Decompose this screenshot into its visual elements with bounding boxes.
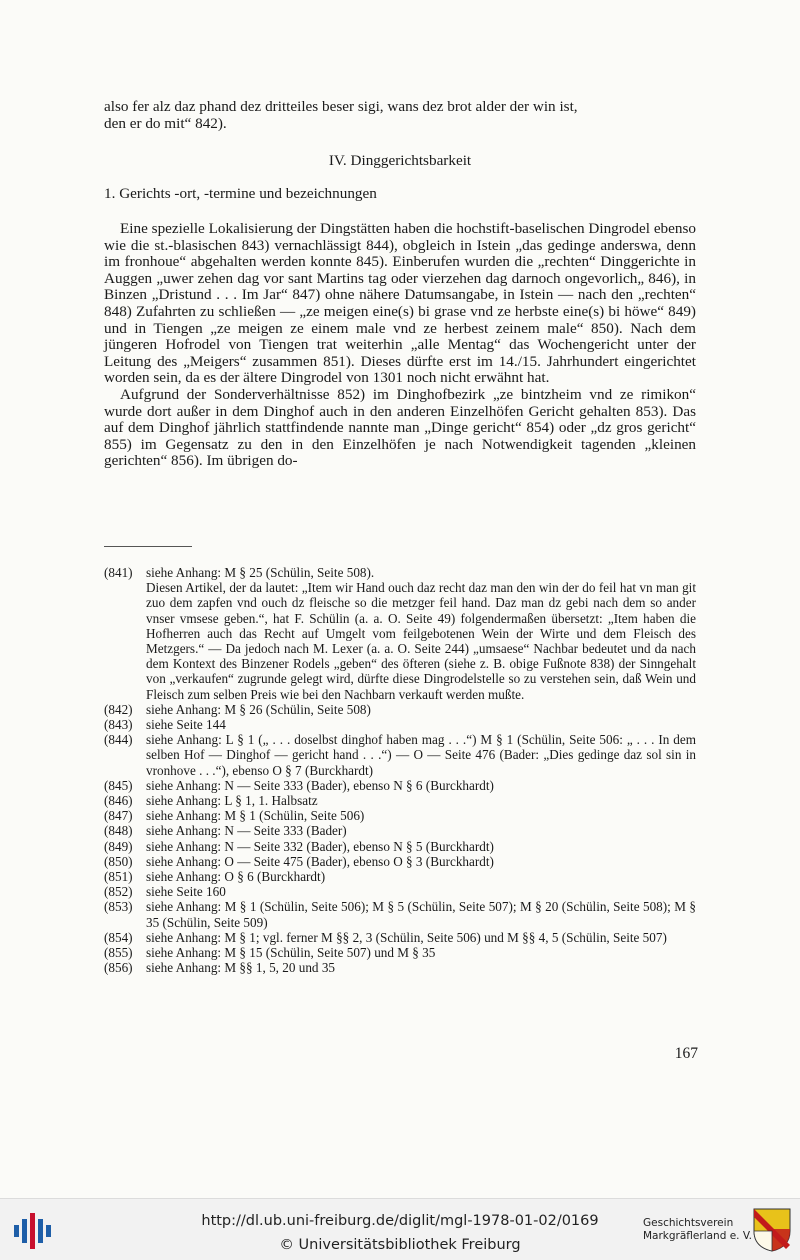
- coat-of-arms-icon: [752, 1207, 792, 1253]
- footnote-number: (853): [104, 899, 133, 915]
- footnote-text: siehe Anhang: M § 1 (Schülin, Seite 506); M § 5 (Schülin, Seite 507); M § 20 (Schülin, Seite 508); M § 35 (Schülin, Seite 509): [146, 899, 696, 930]
- footnote-number: (847): [104, 808, 133, 824]
- footnote: [104, 930, 696, 945]
- footnote-text: siehe Anhang: M § 1; vgl. ferner M §§ 2, 3 (Schülin, Seite 506) und M §§ 4, 5 (Schülin, Seite 507): [146, 929, 667, 945]
- opening-text: [104, 99, 696, 132]
- footnote: [104, 854, 696, 869]
- footnote: [104, 580, 696, 702]
- footnote-text: siehe Anhang: M § 15 (Schülin, Seite 507) und M § 35: [146, 945, 436, 961]
- society-line-2: Markgräflerland e. V.: [643, 1230, 753, 1242]
- footnote-text: siehe Anhang: N — Seite 333 (Bader): [146, 823, 347, 839]
- footnotes: [104, 565, 696, 975]
- footnote-number: (842): [104, 701, 133, 717]
- footnote-text: siehe Anhang: M § 1 (Schülin, Seite 506): [146, 808, 365, 824]
- viewer-footer: [0, 1198, 800, 1260]
- footnote: [104, 793, 696, 808]
- footnote-text: siehe Anhang: O — Seite 475 (Bader), ebenso O § 3 (Burckhardt): [146, 853, 494, 869]
- footnote-text: siehe Anhang: M §§ 1, 5, 20 und 35: [146, 960, 336, 976]
- library-logo-icon[interactable]: [12, 1211, 52, 1251]
- footnote: [104, 808, 696, 823]
- footnote-text: siehe Seite 160: [146, 884, 226, 900]
- footnote-number: (849): [104, 838, 133, 854]
- footnote: [104, 839, 696, 854]
- society-line-1: Geschichtsverein: [643, 1217, 734, 1229]
- footnote-number: (843): [104, 717, 133, 733]
- footnote-text: siehe Anhang: L § 1, 1. Halbsatz: [146, 793, 318, 809]
- paragraph-1: Eine spezielle Lokalisierung der Dingstätten haben die hochstift-baselischen Dingrodel ebenso wie die st.-blasischen 843) vernachlässigt 844), obgleich in Istein „das gedinge anderswa, denn im fronhoue“ abgehalten werden konnte 845). Einberufen wurden die „rechten“ Dinggerichte in Auggen „uwer zehen dag vor sant Martins tag oder vierzehen dag darnoch ongevorlich„ 846), in Binzen „Dristund . . . Im Jar“ 847) ohne nähere Datumsangabe, in Istein — nach den „rechten“ 848) Zufahrten zu schließen — „ze meigen eine(s) bi grase vnd ze herbste eine(s) bi höwe“ 849) und in Tiengen „ze meigen ze einem male vnd ze herbest zeinem male“ 850). Nach dem jüngeren Hofrodel von Tiengen trat weiterhin „alle Mentag“ das Wochengericht unter der Leitung des „Meigers“ zusammen 851). Dieses dürfte erst im 14./15. Jahrhundert eingerichtet worden sein, da es der ältere Dingrodel von 1301 noch nicht erwähnt hat.: [104, 220, 696, 387]
- footnote-text: siehe Anhang: L § 1 („ . . . doselbst dinghof haben mag . . .“) M § 1 (Schülin, Seite 506: „ . . . In dem selben Hof — Dinghof — gericht hand . . .“) — O — Seite 476 (Bader: „Dies gedinge daz sol sin in vronhove . . .“), ebenso O § 7 (Burckhardt): [146, 732, 696, 778]
- footnote: [104, 884, 696, 899]
- section-heading: IV. Dinggerichtsbarkeit: [328, 152, 472, 169]
- footnote-number: (844): [104, 732, 133, 748]
- opening-line-2: den er do mit“ 842).: [104, 114, 227, 132]
- footnote-number: (854): [104, 929, 133, 945]
- footnote: [104, 899, 696, 929]
- footnote-text: siehe Anhang: N — Seite 333 (Bader), ebenso N § 6 (Burckhardt): [146, 777, 494, 793]
- footnote-number: (850): [104, 853, 133, 869]
- footnote-separator: [104, 546, 192, 547]
- footnote-number: (852): [104, 884, 133, 900]
- footnote-number: (851): [104, 869, 133, 885]
- footnote-number: (846): [104, 793, 133, 809]
- document-url-link[interactable]: http://dl.ub.uni-freiburg.de/diglit/mgl-1978-01-02/0169: [201, 1213, 599, 1229]
- opening-line-1: also fer alz daz phand dez dritteiles beser sigi, wans dez brot alder der win ist,: [104, 98, 578, 115]
- footnote: [104, 960, 696, 975]
- footnote-number: (841): [104, 565, 133, 580]
- page-number: 167: [674, 1045, 698, 1062]
- paragraph-2: Aufgrund der Sonderverhältnisse 852) im Dinghofbezirk „ze bintzheim vnd ze rimikon“ wurde dort außer in dem Dinghof auch in den anderen Einzelhöfen Gericht gehalten 853). Das auf dem Dinghof jährlich stattfindende nannte man „Dinge gericht“ 854) oder „dz gros gericht“ 855) im Gegensatz zu den in den Einzelhöfen je nach Notwendigkeit tagenden „kleinen gerichten“ 856). Im übrigen do-: [104, 385, 696, 470]
- footnote: [104, 945, 696, 960]
- footnote-text: Diesen Artikel, der da lautet: „Item wir Hand ouch daz recht daz man den win der do feil hat vn man git zuo dem zapfen vnd ouch dz fleische so die metzger feil hand. Daz man dz gebi nach dem so ander vnser vmsese geben.“, hat F. Schülin (a. a. O. Seite 49) folgendermaßen übersetzt: „Item haben die Hofherren auch das Recht auf Umgelt vom feilgebotenen Wein der Wirte und dem Fleisch des Metzgers.“ — Da jedoch nach M. Lexer (a. a. O. Seite 244) „umsaese“ Nachbar bedeutet und da nach dem Kontext des Binzener Rodels „geben“ des öfteren (siehe z. B. obige Fußnote 838) der Sinngehalt von „verkaufen“ zugrunde gelegt wird, dürfte diese Dingrodelstelle so zu verstehen sein, daß Wein und Fleisch zum selben Preis wie bei den Nachbarn verkauft werden mußte.: [146, 580, 696, 702]
- footnote-text: siehe Anhang: N — Seite 332 (Bader), ebenso N § 5 (Burckhardt): [146, 838, 494, 854]
- footnote: [104, 778, 696, 793]
- footnote: [104, 869, 696, 884]
- body-text: [104, 221, 696, 470]
- sub-heading: 1. Gerichts -ort, -termine und bezeichnungen: [104, 185, 377, 202]
- footnote: [104, 732, 696, 778]
- footnote: [104, 717, 696, 732]
- footnote: [104, 565, 696, 580]
- footnote-number: (856): [104, 960, 133, 976]
- footnote-text: siehe Anhang: M § 25 (Schülin, Seite 508).: [146, 565, 375, 580]
- footnote-number: (848): [104, 823, 133, 839]
- footnote-text: siehe Anhang: M § 26 (Schülin, Seite 508): [146, 701, 371, 717]
- footnote: [104, 702, 696, 717]
- footnote: [104, 823, 696, 838]
- footnote-number: (845): [104, 777, 133, 793]
- footnote-text: siehe Anhang: O § 6 (Burckhardt): [146, 869, 326, 885]
- copyright-notice: © Universitätsbibliothek Freiburg: [279, 1237, 521, 1253]
- footnote-text: siehe Seite 144: [146, 717, 226, 733]
- society-name: [643, 1217, 752, 1243]
- footnote-number: (855): [104, 945, 133, 961]
